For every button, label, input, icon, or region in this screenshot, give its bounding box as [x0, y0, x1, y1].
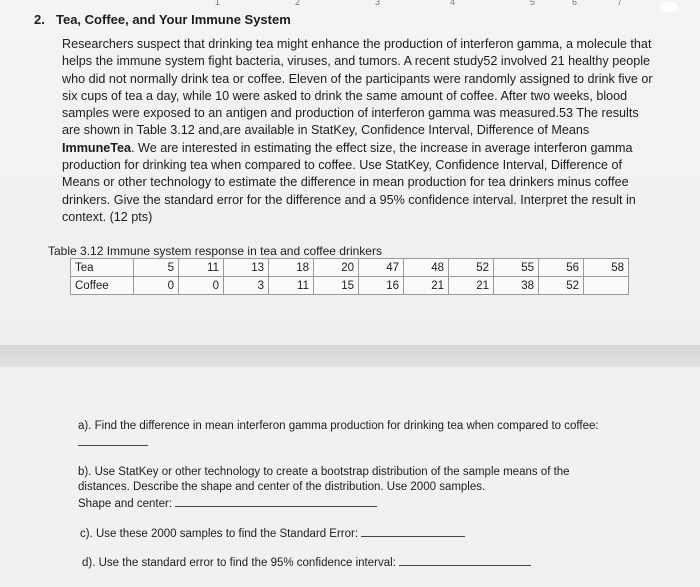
part-a-text: a). Find the difference in mean interferon gamma production for drinking tea when compared to coffee: [78, 420, 599, 432]
ruler-mark: 2 [295, 0, 301, 7]
table-cell: 38 [494, 277, 539, 295]
table-cell: 13 [224, 259, 269, 277]
table-cell: 0 [179, 277, 224, 295]
table-cell [584, 277, 629, 295]
part-a [78, 419, 618, 451]
page-ruler [0, 0, 700, 10]
table-cell: 21 [449, 277, 494, 295]
table-cell: 16 [359, 277, 404, 295]
immune-response-table [70, 258, 629, 295]
ruler-mark: 4 [450, 0, 456, 7]
table-cell: 48 [404, 259, 449, 277]
part-d-text: d). Use the standard error to find the 95% confidence interval: [82, 557, 396, 569]
ruler-mark: 7 [617, 0, 623, 7]
table-cell: 15 [314, 277, 359, 295]
row-label: Coffee [71, 277, 134, 295]
question-body [62, 36, 658, 226]
page-corner [660, 2, 678, 12]
ruler-mark: 5 [530, 0, 536, 7]
part-b-answer-blank[interactable] [175, 495, 377, 507]
part-d [82, 554, 531, 571]
table-caption: Table 3.12 Immune system response in tea and coffee drinkers [48, 244, 382, 258]
table-cell: 3 [224, 277, 269, 295]
part-d-answer-blank[interactable] [399, 554, 531, 566]
question-text-part2: . We are interested in estimating the effect size, the increase in average interferon gamma production for drinking tea when compared to coffee. Use StatKey, Confidence Interval, Difference of Means or other technology to estimate the difference in mean production for tea drinkers minus coffee drinkers. Give the standard error for the difference and a 95% confidence interval. Interpret the result in context. (12 pts) [62, 140, 636, 224]
ruler-mark: 6 [572, 0, 578, 7]
table-cell: 5 [134, 259, 179, 277]
part-b-label: Shape and center: [78, 498, 172, 510]
ruler-mark: 3 [375, 0, 381, 7]
worksheet-page-bottom [0, 367, 700, 587]
table-cell: 18 [269, 259, 314, 277]
part-c-text: c). Use these 2000 samples to find the Standard Error: [80, 528, 359, 540]
dataset-name: ImmuneTea [62, 140, 132, 155]
part-b [78, 465, 618, 512]
part-a-answer-blank[interactable] [78, 434, 148, 446]
table-cell: 55 [494, 259, 539, 277]
part-c [80, 525, 465, 542]
table-cell: 52 [539, 277, 584, 295]
table-row [71, 277, 629, 295]
table-cell: 0 [134, 277, 179, 295]
table-row [71, 259, 629, 277]
table-cell: 11 [269, 277, 314, 295]
table-cell: 20 [314, 259, 359, 277]
ruler-mark: 1 [215, 0, 221, 7]
row-label: Tea [71, 259, 134, 277]
part-b-text: b). Use StatKey or other technology to create a bootstrap distribution of the sample means of the distances. Describe the shape and center of the distribution. Use 2000 samples. [78, 466, 570, 493]
table-cell: 52 [449, 259, 494, 277]
part-c-answer-blank[interactable] [361, 525, 465, 537]
question-text-part1: Researchers suspect that drinking tea might enhance the production of interferon gamma, a molecule that helps the immune system fight bacteria, viruses, and tumors. A recent study52 involved 21 healthy people who did not normally drink tea or coffee. Eleven of the participants were randomly assigned to drink five or six cups of tea a day, while 10 were asked to drink the same amount of coffee. After two weeks, blood samples were exposed to an antigen and production of interferon gamma was measured.53 The results are shown in Table 3.12 and,are available in StatKey, Confidence Interval, Difference of Means [62, 37, 653, 138]
page-divider [0, 345, 700, 367]
question-heading [34, 12, 291, 27]
table-cell: 47 [359, 259, 404, 277]
question-title: Tea, Coffee, and Your Immune System [56, 12, 291, 27]
table-cell: 56 [539, 259, 584, 277]
table-cell: 58 [584, 259, 629, 277]
table-cell: 11 [179, 259, 224, 277]
table-cell: 21 [404, 277, 449, 295]
question-number: 2. [34, 12, 45, 27]
